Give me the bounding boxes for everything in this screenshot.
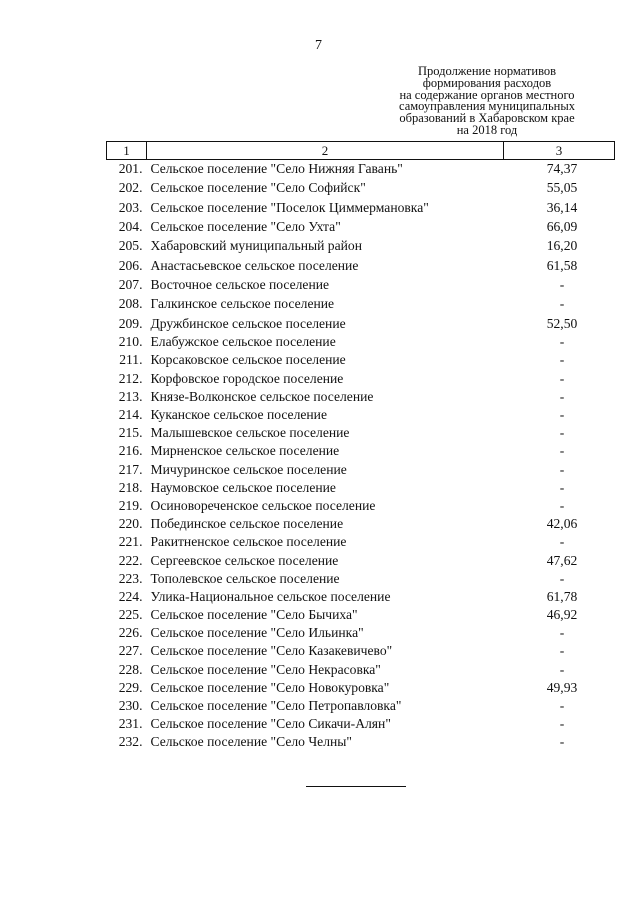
settlement-name: Сельское поселение "Село Софийск": [150, 180, 366, 196]
settlement-name: Куканское сельское поселение: [150, 407, 327, 423]
table-row: [107, 661, 615, 679]
table-row: [107, 275, 615, 294]
norm-value: 16,20: [546, 238, 578, 254]
row-number: 231.: [118, 716, 143, 732]
table-row: [107, 160, 615, 179]
row-number: 203.: [118, 199, 143, 215]
settlement-name: Сельское поселение "Село Сикачи-Алян": [150, 716, 391, 732]
row-number: 220.: [118, 516, 143, 532]
settlement-name: Ракитненское сельское поселение: [150, 534, 347, 550]
table-row: [107, 333, 615, 351]
footer-divider: [306, 786, 406, 787]
settlement-name: Хабаровский муниципальный район: [150, 238, 362, 254]
table-row: [107, 198, 615, 217]
table-row: [107, 314, 615, 333]
settlement-name: Анастасьевское сельское поселение: [150, 257, 359, 273]
normatives-table: [106, 141, 615, 751]
norm-value: 66,09: [546, 219, 578, 235]
table-row: [107, 697, 615, 715]
row-number: 211.: [119, 352, 143, 368]
norm-value: 49,93: [546, 679, 578, 695]
settlement-name: Дружбинское сельское поселение: [150, 315, 346, 331]
table-row: [107, 295, 615, 314]
table-row: [107, 588, 615, 606]
header-note: [387, 66, 587, 137]
header-note-line: образований в Хабаровском крае: [399, 111, 575, 126]
settlement-name: Малышевское сельское поселение: [150, 425, 350, 441]
row-number: 222.: [118, 552, 143, 568]
row-number: 207.: [118, 276, 143, 292]
settlement-name: Галкинское сельское поселение: [150, 296, 335, 312]
header-note-line: формирования расходов: [422, 75, 552, 90]
norm-value: -: [559, 276, 565, 292]
table-body: [107, 160, 615, 752]
table-row: [107, 424, 615, 442]
row-number: 217.: [118, 461, 143, 477]
norm-value: 61,58: [546, 257, 578, 273]
norm-value: 61,78: [546, 588, 578, 604]
table-row: [107, 256, 615, 275]
table-row: [107, 497, 615, 515]
row-number: 204.: [118, 219, 143, 235]
table-row: [107, 624, 615, 642]
row-number: 221.: [118, 534, 143, 550]
norm-value: -: [559, 570, 565, 586]
settlement-name: Корсаковское сельское поселение: [150, 352, 346, 368]
row-number: 205.: [118, 238, 143, 254]
norm-value: -: [559, 388, 565, 404]
table-row: [107, 442, 615, 460]
table-row: [107, 570, 615, 588]
table-row: [107, 460, 615, 478]
table-row: [107, 388, 615, 406]
settlement-name: Тополевское сельское поселение: [150, 570, 340, 586]
row-number: 232.: [118, 734, 143, 750]
table-row: [107, 217, 615, 236]
settlement-name: Корфовское городское поселение: [150, 370, 344, 386]
row-number: 213.: [118, 388, 143, 404]
table-row: [107, 606, 615, 624]
table-row: [107, 370, 615, 388]
row-number: 206.: [118, 257, 143, 273]
settlement-name: Наумовское сельское поселение: [150, 479, 336, 495]
settlement-name: Мирненское сельское поселение: [150, 443, 340, 459]
table-row: [107, 179, 615, 198]
table-row: [107, 551, 615, 569]
settlement-name: Сельское поселение "Село Бычиха": [150, 607, 358, 623]
norm-value: -: [559, 443, 565, 459]
settlement-name: Осиновореченское сельское поселение: [150, 497, 376, 513]
settlement-name: Сельское поселение "Село Петропавловка": [150, 698, 402, 714]
norm-value: -: [559, 497, 565, 513]
norm-value: -: [559, 625, 565, 641]
row-number: 228.: [118, 661, 143, 677]
norm-value: 42,06: [546, 516, 578, 532]
norm-value: -: [559, 461, 565, 477]
row-number: 226.: [118, 625, 143, 641]
row-number: 225.: [118, 607, 143, 623]
table-row: [107, 533, 615, 551]
row-number: 216.: [118, 443, 143, 459]
row-number: 215.: [118, 425, 143, 441]
norm-value: -: [559, 661, 565, 677]
table-row: [107, 715, 615, 733]
norm-value: -: [559, 334, 565, 350]
page-number: 7: [315, 38, 322, 53]
header-note-line: на содержание органов местного: [399, 87, 575, 102]
settlement-name: Сельское поселение "Село Ильинка": [150, 625, 364, 641]
table-row: [107, 679, 615, 697]
row-number: 212.: [118, 370, 143, 386]
table-row: [107, 237, 615, 256]
norm-value: 55,05: [546, 180, 578, 196]
table-header-row: [107, 142, 615, 160]
table-row: [107, 733, 615, 751]
settlement-name: Сельское поселение "Село Казакевичево": [150, 643, 393, 659]
settlement-name: Сергеевское сельское поселение: [150, 552, 339, 568]
row-number: 227.: [118, 643, 143, 659]
row-number: 224.: [118, 588, 143, 604]
table-row: [107, 642, 615, 660]
header-note-line: самоуправления муниципальных: [399, 99, 575, 114]
norm-value: 47,62: [546, 552, 578, 568]
norm-value: -: [559, 425, 565, 441]
norm-value: -: [559, 734, 565, 750]
norm-value: -: [559, 370, 565, 386]
settlement-name: Сельское поселение "Село Некрасовка": [150, 661, 381, 677]
row-number: 230.: [118, 698, 143, 714]
column-header-value: 3: [504, 142, 615, 160]
header-note-line: Продолжение нормативов: [417, 64, 557, 78]
settlement-name: Сельское поселение "Поселок Циммермановка": [150, 199, 429, 215]
row-number: 229.: [118, 679, 143, 695]
settlement-name: Сельское поселение "Село Новокуровка": [150, 679, 390, 695]
settlement-name: Восточное сельское поселение: [150, 276, 330, 292]
table-row: [107, 351, 615, 369]
norm-value: -: [559, 479, 565, 495]
settlement-name: Мичуринское сельское поселение: [150, 461, 347, 477]
norm-value: 36,14: [546, 199, 578, 215]
norm-value: -: [559, 534, 565, 550]
settlement-name: Сельское поселение "Село Ухта": [150, 219, 341, 235]
row-number: 210.: [118, 334, 143, 350]
norm-value: 52,50: [546, 315, 578, 331]
norm-value: 74,37: [546, 161, 578, 177]
norm-value: 46,92: [546, 607, 578, 623]
norm-value: -: [559, 296, 565, 312]
norm-value: -: [559, 698, 565, 714]
table-row: [107, 479, 615, 497]
norm-value: -: [559, 407, 565, 423]
settlement-name: Сельское поселение "Село Челны": [150, 734, 352, 750]
norm-value: -: [559, 352, 565, 368]
settlement-name: Улика-Национальное сельское поселение: [150, 588, 391, 604]
row-number: 214.: [118, 407, 143, 423]
header-note-line: на 2018 год: [456, 122, 518, 137]
norm-value: -: [559, 716, 565, 732]
row-number: 202.: [118, 180, 143, 196]
settlement-name: Побединское сельское поселение: [150, 516, 344, 532]
column-header-number: 1: [107, 142, 147, 160]
table-row: [107, 406, 615, 424]
column-header-name: 2: [147, 142, 504, 160]
row-number: 208.: [118, 296, 143, 312]
settlement-name: Князе-Волконское сельское поселение: [150, 388, 374, 404]
row-number: 209.: [118, 315, 143, 331]
row-number: 223.: [118, 570, 143, 586]
row-number: 201.: [118, 161, 143, 177]
norm-value: -: [559, 643, 565, 659]
row-number: 218.: [118, 479, 143, 495]
settlement-name: Сельское поселение "Село Нижняя Гавань": [150, 161, 403, 177]
table-row: [107, 515, 615, 533]
row-number: 219.: [118, 497, 143, 513]
settlement-name: Елабужское сельское поселение: [150, 334, 336, 350]
